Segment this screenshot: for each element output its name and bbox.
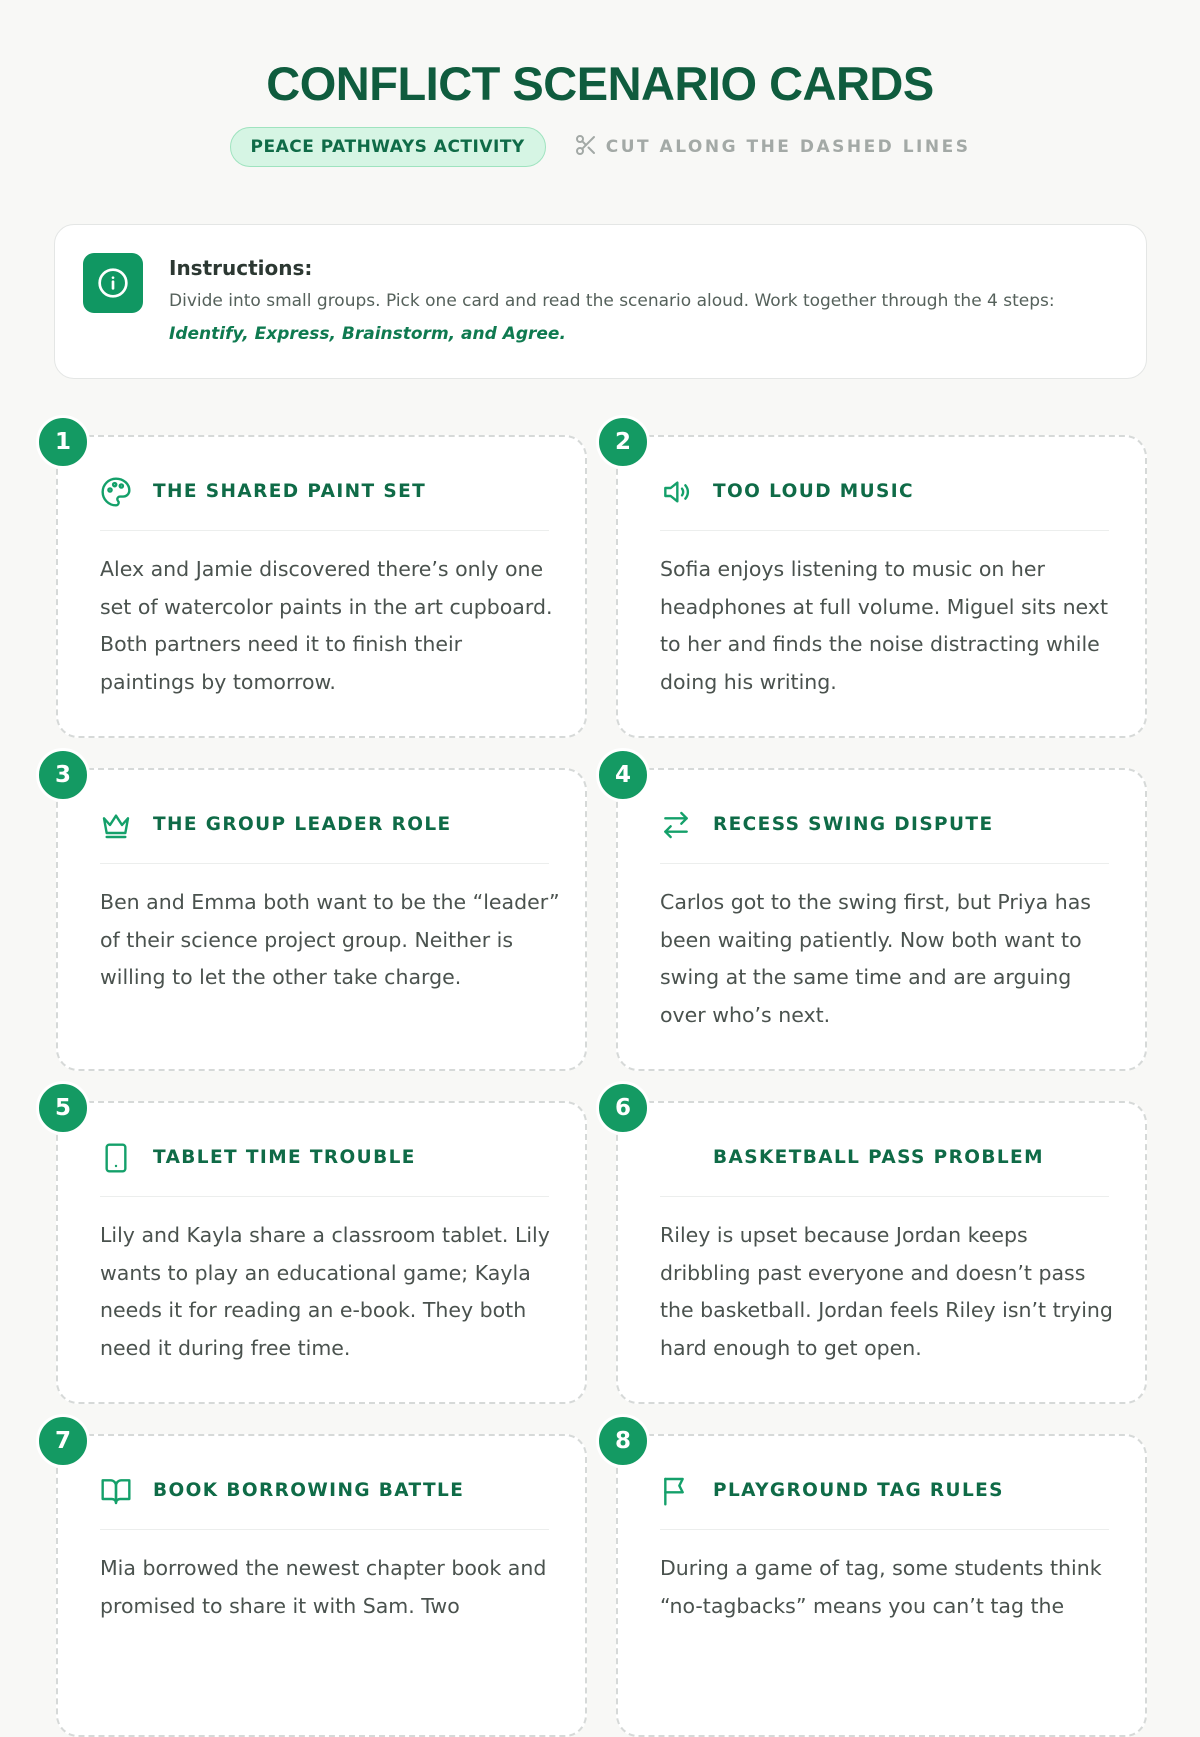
card-number-badge: 4	[596, 748, 650, 802]
scenario-card	[616, 1434, 1147, 1737]
card-number-badge: 1	[36, 415, 90, 469]
card-number-badge: 5	[36, 1081, 90, 1135]
subheader	[0, 127, 1200, 167]
card-title: RECESS SWING DISPUTE	[713, 814, 994, 835]
card-header	[660, 475, 1109, 531]
scissors-icon	[574, 133, 598, 162]
palette-icon	[100, 475, 132, 509]
card-title: TABLET TIME TROUBLE	[153, 1147, 416, 1168]
card-header	[100, 808, 549, 864]
scenario-card	[56, 768, 587, 1071]
scenario-card	[56, 435, 587, 738]
card-scenario-text: Sofia enjoys listening to music on her headphones at full volume. Miguel sits next to her and finds the noise distracting while doing his writing.	[660, 557, 1108, 694]
activity-badge: PEACE PATHWAYS ACTIVITY	[230, 127, 546, 167]
card-header	[100, 475, 549, 531]
crown-icon	[100, 808, 132, 842]
card-title: THE GROUP LEADER ROLE	[153, 814, 452, 835]
book-icon	[100, 1474, 132, 1508]
cut-note-text: CUT ALONG THE DASHED LINES	[605, 137, 971, 157]
tablet-icon	[100, 1141, 132, 1175]
card-title: THE SHARED PAINT SET	[153, 481, 427, 502]
card-header	[660, 1141, 1109, 1197]
instructions-steps: Identify, Express, Brainstorm, and Agree.	[169, 324, 566, 344]
speaker-icon	[660, 475, 692, 509]
card-number-badge: 7	[36, 1414, 90, 1468]
card-title: BASKETBALL PASS PROBLEM	[713, 1147, 1044, 1168]
card-number-badge: 2	[596, 415, 650, 469]
card-header	[100, 1474, 549, 1530]
card-scenario-text: Carlos got to the swing first, but Priya has been waiting patiently. Now both want to swing at the same time and are arguing over who’s next.	[660, 890, 1091, 1027]
card-header	[100, 1141, 549, 1197]
instructions-text: Divide into small groups. Pick one card and read the scenario aloud. Work together through the 4 steps:	[169, 291, 1055, 311]
page-title: CONFLICT SCENARIO CARDS	[266, 57, 934, 110]
flag-icon	[660, 1474, 692, 1508]
card-scenario-text: Alex and Jamie discovered there’s only one set of watercolor paints in the art cupboard. Both partners need it to finish their paintings by tomorrow.	[100, 557, 553, 694]
swap-arrows-icon	[660, 808, 692, 842]
card-number-badge: 3	[36, 748, 90, 802]
info-icon	[83, 253, 143, 313]
card-icon-placeholder	[660, 1141, 692, 1175]
card-number-badge: 6	[596, 1081, 650, 1135]
scenario-card	[616, 768, 1147, 1071]
card-scenario-text: Mia borrowed the newest chapter book and promised to share it with Sam. Two	[100, 1556, 547, 1618]
card-scenario-text: Riley is upset because Jordan keeps dribbling past everyone and doesn’t pass the basketball. Jordan feels Riley isn’t trying hard enough to get open.	[660, 1223, 1113, 1360]
instructions-box	[54, 224, 1147, 379]
card-scenario-text: Lily and Kayla share a classroom tablet. Lily wants to play an educational game; Kayla needs it for reading an e-book. They both need it during free time.	[100, 1223, 550, 1360]
card-number-badge: 8	[596, 1414, 650, 1468]
card-scenario-text: During a game of tag, some students think “no-tagbacks” means you can’t tag the	[660, 1556, 1102, 1618]
card-title: PLAYGROUND TAG RULES	[713, 1480, 1004, 1501]
card-header	[660, 808, 1109, 864]
cut-note	[574, 133, 971, 162]
scenario-card	[616, 435, 1147, 738]
card-title: TOO LOUD MUSIC	[713, 481, 915, 502]
instructions-title: Instructions:	[169, 256, 313, 280]
card-header	[660, 1474, 1109, 1530]
scenario-card	[56, 1101, 587, 1404]
card-scenario-text: Ben and Emma both want to be the “leader” of their science project group. Neither is willing to let the other take charge.	[100, 890, 560, 989]
scenario-card	[616, 1101, 1147, 1404]
card-title: BOOK BORROWING BATTLE	[153, 1480, 465, 1501]
scenario-card	[56, 1434, 587, 1737]
